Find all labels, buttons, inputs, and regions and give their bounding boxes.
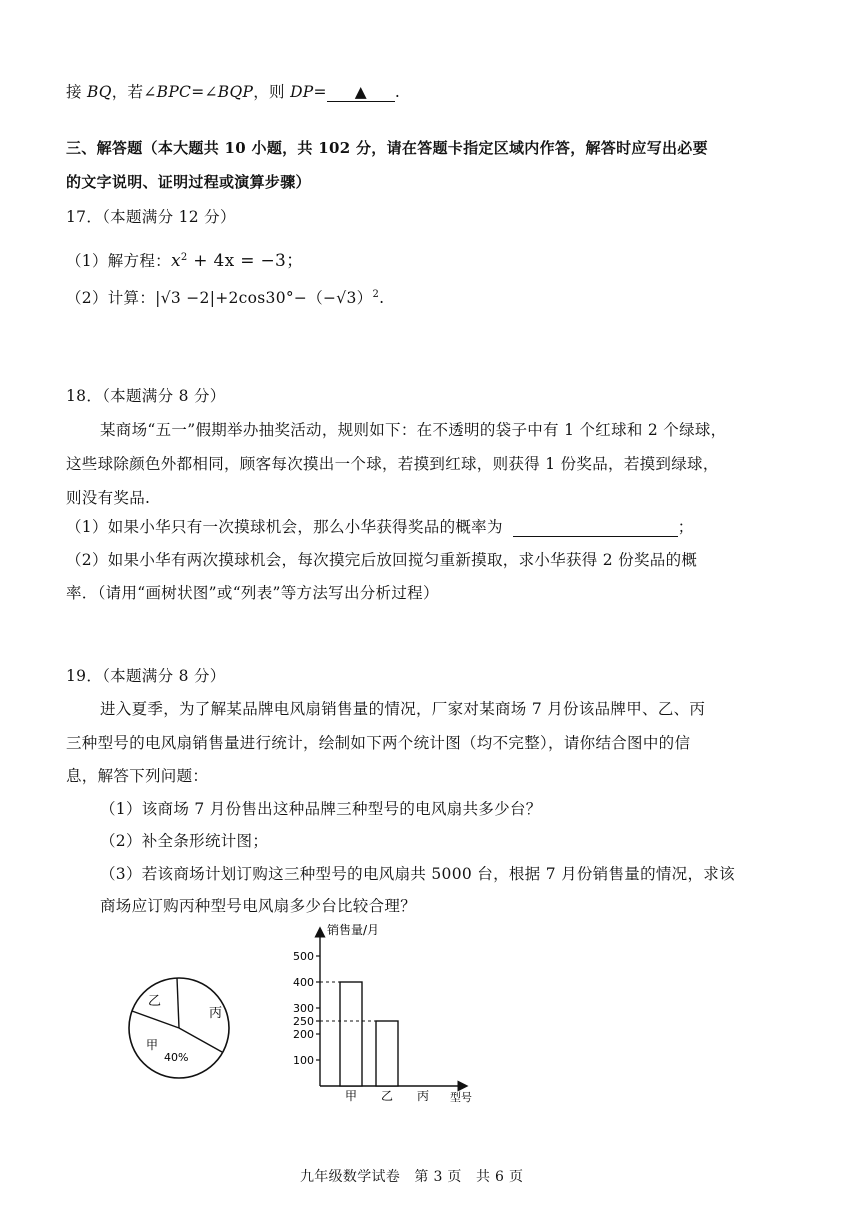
y-tick-label: 200 (293, 1028, 314, 1041)
part-label: （2）计算： (66, 289, 156, 307)
q19-line2: 三种型号的电风扇销售量进行统计，绘制如下两个统计图（均不完整），请你结合图中的信 (66, 734, 691, 752)
sub-question: （1）如果小华只有一次摸球机会，那么小华获得奖品的概率为 (66, 518, 503, 536)
q18-sub2-line1: （2）如果小华有两次摸球机会，每次摸完后放回搅匀重新摸取，求小华获得 2 份奖品的概 (66, 551, 698, 569)
q18-sub2-line2: 率．（请用“画树状图”或“列表”等方法写出分析过程） (66, 584, 439, 602)
pie-divider (179, 1028, 222, 1052)
pie-label-jia: 甲 (146, 1038, 159, 1052)
bar-1 (376, 1021, 398, 1086)
intro-line (66, 80, 400, 102)
pie-divider (177, 978, 179, 1028)
pie-divider (132, 1011, 179, 1028)
q19-sub1: （1）该商场 7 月份售出这种品牌三种型号的电风扇共多少台？ (100, 800, 542, 818)
expression: |√3 −2|+2cos30°−（−√3） (155, 289, 373, 307)
triangle-icon: ▲ (354, 83, 367, 101)
page-footer: 九年级数学试卷 第 3 页 共 6 页 (300, 1169, 524, 1185)
q19-header: 19．（本题满分 8 分） (66, 667, 226, 685)
exponent: 2 (180, 251, 188, 263)
q19-sub3-line1: （3）若该商场计划订购这三种型号的电风扇共 5000 台，根据 7 月份销售量的情况，求该 (100, 865, 735, 883)
answer-blank (327, 83, 395, 102)
pie-percent-label: 40% (164, 1051, 189, 1064)
text-part: 接 (66, 83, 88, 101)
var-dp: DP (290, 83, 314, 101)
pie-chart (104, 955, 254, 1105)
text-part: . (394, 83, 401, 101)
pie-label-yi: 乙 (148, 994, 162, 1009)
text-part: ； (677, 518, 694, 536)
section3-line2: 的文字说明、证明过程或演算步骤） (66, 173, 311, 191)
q18-sub1 (66, 515, 694, 537)
math-var: x (170, 251, 181, 271)
section-desc: （本大题共 10 小题，共 102 分，请在答题卡指定区域内作答，解答时应写出必要 (142, 139, 708, 157)
part-label: （1）解方程： (66, 252, 171, 270)
y-axis-label: 销售量/月 (327, 923, 380, 937)
category-label: 甲 (344, 1089, 358, 1103)
q17-part1 (66, 246, 303, 271)
text-part: ，则 (253, 83, 291, 101)
q17-header: 17．（本题满分 12 分） (66, 208, 236, 226)
y-tick-label: 250 (293, 1015, 314, 1028)
y-tick-label: 500 (293, 950, 314, 963)
category-label: 乙 (380, 1089, 394, 1103)
y-tick-label: 100 (293, 1054, 314, 1067)
answer-blank (513, 518, 678, 537)
section3-line1 (66, 137, 708, 158)
y-tick-label: 400 (293, 976, 314, 989)
section-title: 三、解答题 (66, 139, 143, 157)
exponent: 2 (372, 288, 380, 300)
q19-sub2: （2）补全条形统计图； (100, 832, 269, 850)
q18-line1: 某商场“五一”假期举办抽奖活动，规则如下：在不透明的袋子中有 1 个红球和 2 个绿球， (100, 421, 727, 439)
var-bq: BQ (87, 83, 112, 101)
var-bqp: BQP (217, 83, 254, 101)
q18-header: 18．（本题满分 8 分） (66, 387, 226, 405)
text-part: . (379, 289, 385, 307)
q18-line3: 则没有奖品. (66, 489, 151, 507)
pie-label-bing: 丙 (209, 1006, 223, 1021)
y-tick-label: 300 (293, 1002, 314, 1015)
x-axis-label: 型号 (450, 1091, 472, 1104)
text-part: ，若∠ (111, 83, 157, 101)
text-part: =∠ (191, 83, 218, 101)
q19-line1: 进入夏季，为了解某品牌电风扇销售量的情况，厂家对某商场 7 月份该品牌甲、乙、丙 (100, 700, 706, 718)
bar-0 (340, 982, 362, 1086)
q19-sub3-line2: 商场应订购丙种型号电风扇多少台比较合理？ (100, 897, 417, 915)
equation: + 4x = −3； (187, 251, 304, 271)
var-bpc: BPC (156, 83, 192, 101)
text-part: = (313, 83, 327, 101)
q18-line2: 这些球除颜色外都相同，顾客每次摸出一个球，若摸到红球，则获得 1 份奖品，若摸到绿球， (66, 455, 719, 473)
category-label: 丙 (416, 1089, 430, 1103)
q19-line3: 息，解答下列问题： (66, 767, 209, 785)
bar-chart (285, 920, 495, 1105)
q17-part2 (66, 286, 384, 308)
